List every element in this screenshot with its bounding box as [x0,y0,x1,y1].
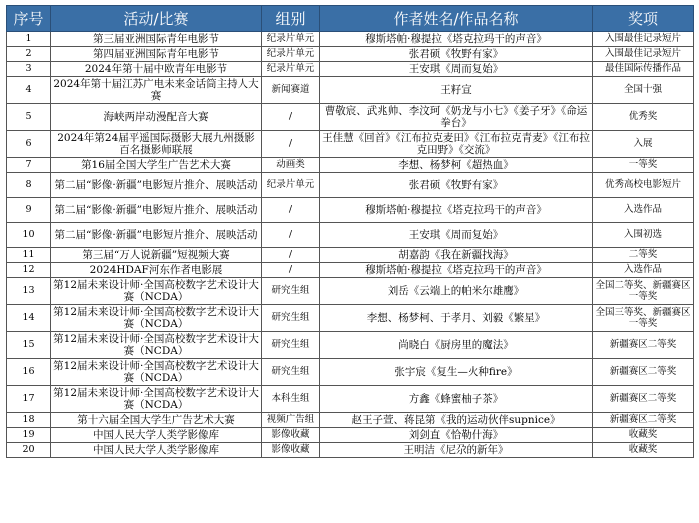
table-row [7,104,694,131]
row-event: 第三届“万人说新疆”短视频大赛 [51,248,262,263]
row-award: 最佳国际传播作品 [593,62,694,77]
row-event: 2024年第十届江苏广电未来金话筒主持人大赛 [51,77,262,104]
row-no: 13 [7,278,51,305]
table-row [7,62,694,77]
row-group: 本科生组 [262,386,320,413]
row-group: / [262,248,320,263]
row-no: 4 [7,77,51,104]
row-award: 二等奖 [593,248,694,263]
row-award: 新疆赛区二等奖 [593,413,694,428]
table-row [7,248,694,263]
row-award: 入围最佳记录短片 [593,32,694,47]
row-group: 视频广告组 [262,413,320,428]
table-row [7,263,694,278]
table-row [7,413,694,428]
table-row [7,428,694,443]
row-work: 王佳慧《回首》《江布拉克麦田》《江布拉克青麦》《江布拉克田野》《交流》 [320,131,593,158]
row-award: 入选作品 [593,198,694,223]
table-row [7,359,694,386]
row-award: 新疆赛区二等奖 [593,386,694,413]
row-award: 优秀高校电影短片 [593,173,694,198]
row-award: 入展 [593,131,694,158]
table-row [7,198,694,223]
row-work: 张君硕《牧野有家》 [320,47,593,62]
row-group: 纪录片单元 [262,173,320,198]
row-award: 全国三等奖、新疆赛区一等奖 [593,305,694,332]
row-no: 17 [7,386,51,413]
awards-table [6,5,694,458]
row-work: 王明洁《尼尕的新年》 [320,443,593,458]
row-event: 2024年第十届中欧青年电影节 [51,62,262,77]
row-work: 胡嘉韵《我在新疆找海》 [320,248,593,263]
row-work: 张宇宸《复生—火种fire》 [320,359,593,386]
row-no: 10 [7,223,51,248]
row-work: 刘岳《云端上的帕米尔雄鹰》 [320,278,593,305]
table-row [7,278,694,305]
row-event: 第12届未来设计师·全国高校数字艺术设计大赛（NCDA） [51,305,262,332]
row-work: 张君硕《牧野有家》 [320,173,593,198]
row-event: 第三届亚洲国际青年电影节 [51,32,262,47]
row-no: 5 [7,104,51,131]
row-work: 尚晓白《厨房里的魔法》 [320,332,593,359]
table-row [7,223,694,248]
row-award: 收藏奖 [593,443,694,458]
row-award: 入围最佳记录短片 [593,47,694,62]
row-award: 新疆赛区二等奖 [593,359,694,386]
row-award: 入围初选 [593,223,694,248]
row-group: 影像收藏 [262,428,320,443]
header-award: 奖项 [593,6,694,32]
row-award: 全国二等奖、新疆赛区一等奖 [593,278,694,305]
row-award: 入选作品 [593,263,694,278]
row-group: 研究生组 [262,359,320,386]
row-no: 18 [7,413,51,428]
row-group: 纪录片单元 [262,47,320,62]
row-event: 第十六届全国大学生广告艺术大赛 [51,413,262,428]
row-group: 纪录片单元 [262,32,320,47]
row-work: 李想、杨梦柯、于孝月、刘毅《繁星》 [320,305,593,332]
row-no: 1 [7,32,51,47]
row-group: 研究生组 [262,305,320,332]
table-row [7,47,694,62]
table-row [7,77,694,104]
row-no: 2 [7,47,51,62]
row-no: 20 [7,443,51,458]
row-no: 3 [7,62,51,77]
row-work: 刘剑直《恰勒什海》 [320,428,593,443]
row-award: 一等奖 [593,158,694,173]
row-no: 12 [7,263,51,278]
row-work: 王安琪《周而复始》 [320,62,593,77]
header-group: 组别 [262,6,320,32]
row-work: 曹敬宸、武兆帅、李汶珂《奶龙与小七》《姜子牙》《命运拳台》 [320,104,593,131]
header-event: 活动/比赛 [51,6,262,32]
row-group: / [262,198,320,223]
row-event: 第二届“影像·新疆”电影短片推介、展映活动 [51,173,262,198]
table-row [7,32,694,47]
row-event: 第四届亚洲国际青年电影节 [51,47,262,62]
row-no: 7 [7,158,51,173]
table-row [7,443,694,458]
awards-table-container [6,5,693,458]
row-group: 影像收藏 [262,443,320,458]
table-row [7,158,694,173]
row-group: / [262,131,320,158]
table-row [7,173,694,198]
row-event: 第16届全国大学生广告艺术大赛 [51,158,262,173]
row-event: 第12届未来设计师·全国高校数字艺术设计大赛（NCDA） [51,332,262,359]
row-event: 第二届“影像·新疆”电影短片推介、展映活动 [51,198,262,223]
row-work: 方鑫《蜂蜜柚子茶》 [320,386,593,413]
row-event: 第12届未来设计师·全国高校数字艺术设计大赛（NCDA） [51,278,262,305]
table-row [7,131,694,158]
row-no: 9 [7,198,51,223]
row-no: 8 [7,173,51,198]
row-group: / [262,263,320,278]
row-no: 14 [7,305,51,332]
row-group: 纪录片单元 [262,62,320,77]
row-event: 海峡两岸动漫配音大赛 [51,104,262,131]
row-work: 王安琪《周而复始》 [320,223,593,248]
row-group: 新闻赛道 [262,77,320,104]
row-work: 穆斯塔帕·穆提拉《塔克拉玛干的声音》 [320,263,593,278]
table-row [7,386,694,413]
row-event: 第12届未来设计师·全国高校数字艺术设计大赛（NCDA） [51,386,262,413]
row-no: 11 [7,248,51,263]
row-event: 中国人民大学人类学影像库 [51,428,262,443]
row-event: 2024HDAF河东作者电影展 [51,263,262,278]
row-no: 15 [7,332,51,359]
row-group: / [262,223,320,248]
row-award: 优秀奖 [593,104,694,131]
row-event: 2024年第24届平遥国际摄影大展九州摄影百名摄影师联展 [51,131,262,158]
row-no: 6 [7,131,51,158]
row-group: / [262,104,320,131]
row-award: 收藏奖 [593,428,694,443]
header-work: 作者姓名/作品名称 [320,6,593,32]
table-row [7,332,694,359]
header-no: 序号 [7,6,51,32]
row-work: 穆斯塔帕·穆提拉《塔克拉玛干的声音》 [320,32,593,47]
row-event: 第二届“影像·新疆”电影短片推介、展映活动 [51,223,262,248]
row-award: 全国十强 [593,77,694,104]
header-row [7,6,694,32]
table-row [7,305,694,332]
row-event: 第12届未来设计师·全国高校数字艺术设计大赛（NCDA） [51,359,262,386]
row-work: 李想、杨梦柯《超热血》 [320,158,593,173]
row-work: 王籽宣 [320,77,593,104]
row-award: 新疆赛区二等奖 [593,332,694,359]
row-no: 19 [7,428,51,443]
row-work: 赵王子萱、蒋昆第《我的运动伙伴supnice》 [320,413,593,428]
row-group: 研究生组 [262,278,320,305]
row-group: 动画类 [262,158,320,173]
row-group: 研究生组 [262,332,320,359]
row-no: 16 [7,359,51,386]
row-event: 中国人民大学人类学影像库 [51,443,262,458]
row-work: 穆斯塔帕·穆提拉《塔克拉玛干的声音》 [320,198,593,223]
